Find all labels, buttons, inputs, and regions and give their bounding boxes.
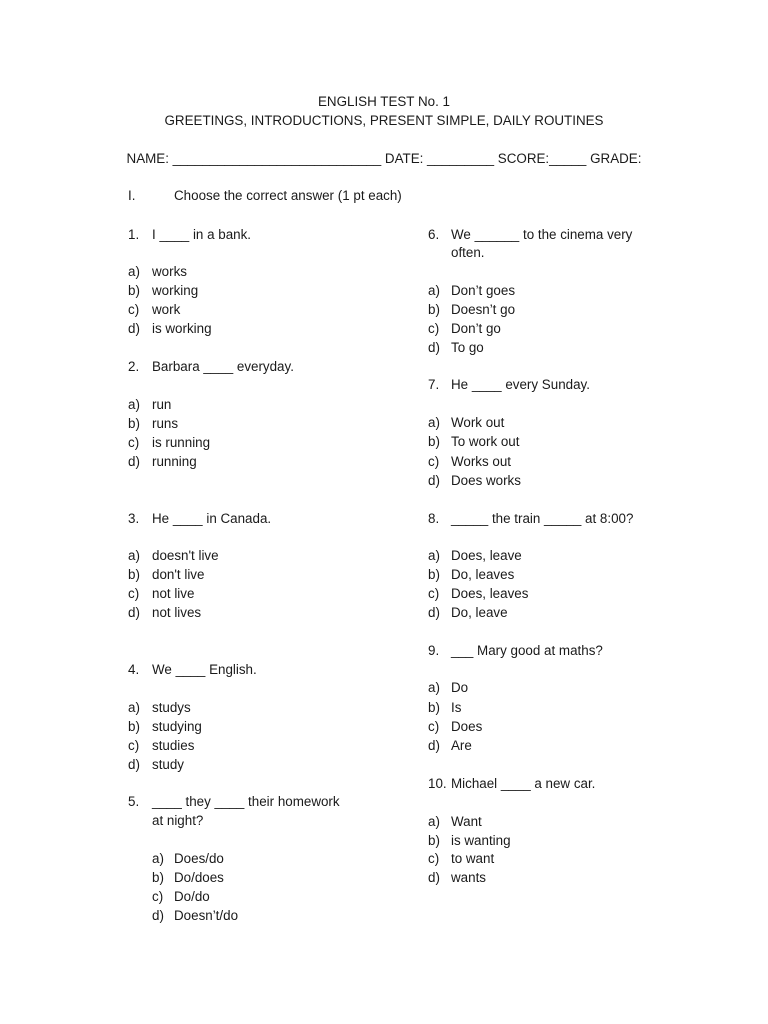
option-text: don't live (152, 567, 205, 582)
option-text: Doesn’t go (451, 302, 516, 317)
option-letter: d) (428, 870, 440, 885)
option-letter: a) (428, 415, 440, 430)
question-number: 1. (128, 227, 140, 242)
option-text: running (152, 454, 197, 469)
option-letter: a) (128, 264, 140, 279)
option-text: Work out (451, 415, 505, 430)
option-text: studying (152, 719, 202, 734)
option-letter: c) (128, 586, 140, 601)
option-letter: a) (428, 814, 440, 829)
option-letter: b) (128, 283, 140, 298)
question-stem: at night? (152, 813, 204, 828)
question-number: 8. (428, 511, 440, 526)
option-letter: b) (128, 416, 140, 431)
student-info-line: NAME: ____________________________ DATE: _________ SCORE:_____ GRADE: (126, 151, 642, 166)
option-letter: b) (128, 567, 140, 582)
option-letter: c) (128, 738, 140, 753)
option-text: Do/do (174, 889, 210, 904)
question-number: 5. (128, 794, 140, 809)
option-letter: c) (428, 851, 440, 866)
option-letter: a) (428, 548, 440, 563)
option-letter: d) (428, 340, 440, 355)
option-text: not live (152, 586, 195, 601)
option-letter: c) (128, 435, 140, 450)
option-letter: b) (428, 833, 440, 848)
option-letter: b) (152, 870, 164, 885)
option-text: studys (152, 700, 191, 715)
option-text: Don’t go (451, 321, 501, 336)
option-text: is wanting (451, 833, 511, 848)
option-letter: d) (428, 605, 440, 620)
option-text: Don’t goes (451, 283, 516, 298)
option-text: Does, leave (451, 548, 522, 563)
option-letter: b) (428, 434, 440, 449)
option-text: Want (451, 814, 482, 829)
question-number: 10. (428, 776, 447, 791)
question-number: 3. (128, 511, 140, 526)
option-text: Does, leaves (451, 586, 529, 601)
option-text: To work out (451, 434, 520, 449)
option-text: Do (451, 680, 469, 695)
option-letter: c) (428, 454, 440, 469)
option-text: run (152, 397, 172, 412)
question-stem: We ______ to the cinema very (451, 227, 633, 242)
option-text: is running (152, 435, 211, 450)
section-numeral: I. (128, 188, 136, 203)
option-letter: b) (428, 700, 440, 715)
option-letter: a) (128, 548, 140, 563)
option-text: doesn't live (152, 548, 219, 563)
question-number: 2. (128, 359, 140, 374)
option-letter: c) (428, 719, 440, 734)
option-text: Doesn’t/do (174, 908, 239, 923)
option-text: Are (451, 738, 472, 753)
option-letter: d) (128, 605, 140, 620)
option-letter: d) (428, 473, 440, 488)
test-subtitle: GREETINGS, INTRODUCTIONS, PRESENT SIMPLE, DAILY ROUTINES (164, 113, 604, 128)
question-number: 4. (128, 662, 140, 677)
option-text: study (152, 757, 185, 772)
question-stem: We ____ English. (152, 662, 257, 677)
option-letter: a) (152, 851, 164, 866)
option-letter: b) (428, 567, 440, 582)
option-letter: c) (428, 321, 440, 336)
option-text: to want (451, 851, 495, 866)
option-text: studies (152, 738, 195, 753)
question-stem: often. (451, 245, 485, 260)
option-letter: d) (128, 321, 140, 336)
question-stem: Barbara ____ everyday. (152, 359, 294, 374)
option-letter: c) (428, 586, 440, 601)
option-text: Do, leave (451, 605, 508, 620)
question-stem: He ____ in Canada. (152, 511, 272, 526)
option-letter: a) (428, 680, 440, 695)
test-title: ENGLISH TEST No. 1 (318, 94, 450, 109)
question-stem: Michael ____ a new car. (451, 776, 596, 791)
option-text: runs (152, 416, 179, 431)
option-text: Does/do (174, 851, 224, 866)
option-letter: d) (428, 738, 440, 753)
question-stem: I ____ in a bank. (152, 227, 252, 242)
option-letter: b) (428, 302, 440, 317)
option-letter: b) (128, 719, 140, 734)
option-letter: a) (128, 397, 140, 412)
option-text: Does works (451, 473, 521, 488)
question-stem: ___ Mary good at maths? (451, 643, 603, 658)
question-stem: ____ they ____ their homework (152, 794, 340, 809)
option-text: Do/does (174, 870, 224, 885)
option-text: not lives (152, 605, 202, 620)
section-instruction: Choose the correct answer (1 pt each) (174, 188, 402, 203)
question-number: 9. (428, 643, 440, 658)
question-stem: _____ the train _____ at 8:00? (451, 511, 634, 526)
option-text: To go (451, 340, 484, 355)
option-text: wants (451, 870, 486, 885)
option-text: Does (451, 719, 483, 734)
option-letter: d) (128, 757, 140, 772)
option-text: Works out (451, 454, 512, 469)
option-text: work (152, 302, 181, 317)
question-stem: He ____ every Sunday. (451, 377, 590, 392)
option-text: Is (451, 700, 462, 715)
option-letter: a) (128, 700, 140, 715)
option-letter: d) (128, 454, 140, 469)
option-text: working (152, 283, 199, 298)
question-number: 6. (428, 227, 440, 242)
option-letter: c) (152, 889, 164, 904)
option-letter: d) (152, 908, 164, 923)
question-number: 7. (428, 377, 440, 392)
option-text: works (152, 264, 187, 279)
option-text: Do, leaves (451, 567, 515, 582)
option-text: is working (152, 321, 212, 336)
option-letter: c) (128, 302, 140, 317)
option-letter: a) (428, 283, 440, 298)
